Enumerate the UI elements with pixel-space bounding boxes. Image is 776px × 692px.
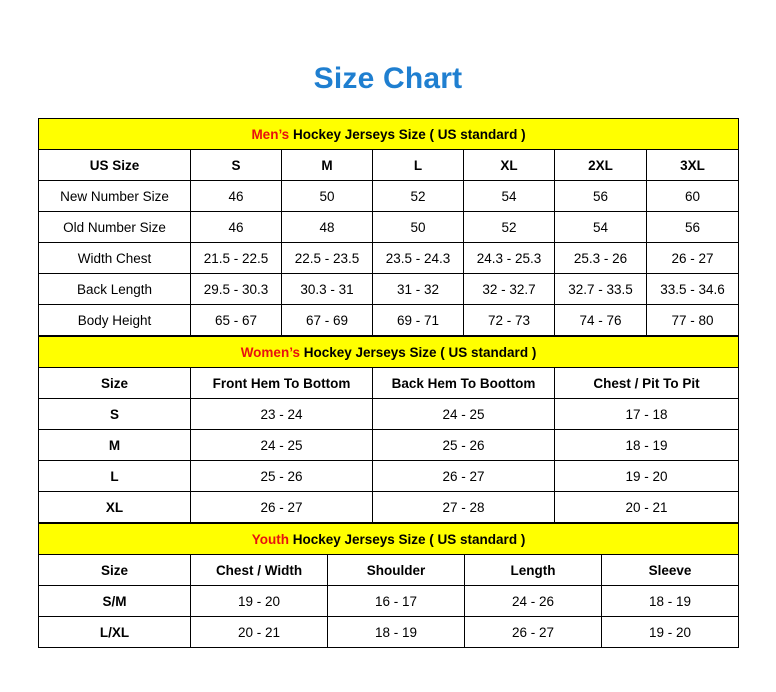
mens-row-0-val-2: 52 [373, 181, 464, 212]
mens-size-table [38, 118, 739, 336]
mens-row-2-val-4: 25.3 - 26 [555, 243, 647, 274]
womens-row-3-val-1: 27 - 28 [373, 492, 555, 523]
mens-row-3-val-4: 32.7 - 33.5 [555, 274, 647, 305]
mens-row-0-val-0: 46 [191, 181, 282, 212]
womens-row-2-val-0: 25 - 26 [191, 461, 373, 492]
mens-row-1-val-3: 52 [464, 212, 555, 243]
mens-row-2-val-2: 23.5 - 24.3 [373, 243, 464, 274]
table-row [39, 430, 739, 461]
mens-row-3-label: Back Length [39, 274, 191, 305]
womens-col-3: Chest / Pit To Pit [555, 368, 739, 399]
youth-row-1-val-3: 19 - 20 [602, 617, 739, 648]
table-row [39, 461, 739, 492]
womens-heading-highlight: Women’s [240, 344, 300, 360]
youth-row-0-val-0: 19 - 20 [191, 586, 328, 617]
table-row [39, 305, 739, 336]
womens-row-3-val-2: 20 - 21 [555, 492, 739, 523]
table-header-row [39, 150, 739, 181]
mens-row-0-val-5: 60 [647, 181, 739, 212]
womens-row-1-val-1: 25 - 26 [373, 430, 555, 461]
mens-row-3-val-0: 29.5 - 30.3 [191, 274, 282, 305]
womens-row-2-val-2: 19 - 20 [555, 461, 739, 492]
table-section-header-row [39, 524, 739, 555]
mens-col-1: S [191, 150, 282, 181]
table-row [39, 617, 739, 648]
womens-row-2-val-1: 26 - 27 [373, 461, 555, 492]
mens-row-0-val-1: 50 [282, 181, 373, 212]
table-row [39, 274, 739, 305]
mens-col-0: US Size [39, 150, 191, 181]
mens-row-2-val-0: 21.5 - 22.5 [191, 243, 282, 274]
mens-row-4-val-4: 74 - 76 [555, 305, 647, 336]
youth-col-1: Chest / Width [191, 555, 328, 586]
table-row [39, 243, 739, 274]
womens-size-table [38, 336, 739, 523]
mens-col-2: M [282, 150, 373, 181]
mens-row-2-val-3: 24.3 - 25.3 [464, 243, 555, 274]
mens-row-2-val-1: 22.5 - 23.5 [282, 243, 373, 274]
womens-section-heading [39, 337, 739, 368]
mens-row-0-val-3: 54 [464, 181, 555, 212]
table-header-row [39, 368, 739, 399]
youth-col-0: Size [39, 555, 191, 586]
womens-row-0-val-2: 17 - 18 [555, 399, 739, 430]
womens-row-3-val-0: 26 - 27 [191, 492, 373, 523]
youth-row-0-val-1: 16 - 17 [328, 586, 465, 617]
mens-row-1-val-1: 48 [282, 212, 373, 243]
youth-heading-highlight: Youth [251, 531, 289, 547]
womens-col-1: Front Hem To Bottom [191, 368, 373, 399]
mens-row-1-val-2: 50 [373, 212, 464, 243]
table-section-header-row [39, 337, 739, 368]
mens-row-1-val-4: 54 [555, 212, 647, 243]
womens-row-0-label: S [39, 399, 191, 430]
mens-section-heading [39, 119, 739, 150]
mens-row-4-val-2: 69 - 71 [373, 305, 464, 336]
table-section-header-row [39, 119, 739, 150]
youth-row-0-val-3: 18 - 19 [602, 586, 739, 617]
youth-row-1-val-2: 26 - 27 [465, 617, 602, 648]
womens-col-0: Size [39, 368, 191, 399]
mens-row-3-val-5: 33.5 - 34.6 [647, 274, 739, 305]
mens-row-4-label: Body Height [39, 305, 191, 336]
mens-row-3-val-2: 31 - 32 [373, 274, 464, 305]
youth-row-0-val-2: 24 - 26 [465, 586, 602, 617]
mens-row-4-val-5: 77 - 80 [647, 305, 739, 336]
mens-row-0-label: New Number Size [39, 181, 191, 212]
womens-row-1-label: M [39, 430, 191, 461]
youth-row-1-val-1: 18 - 19 [328, 617, 465, 648]
mens-col-3: L [373, 150, 464, 181]
youth-row-0-label: S/M [39, 586, 191, 617]
table-row [39, 586, 739, 617]
mens-row-2-label: Width Chest [39, 243, 191, 274]
mens-row-1-val-5: 56 [647, 212, 739, 243]
mens-row-1-label: Old Number Size [39, 212, 191, 243]
mens-col-5: 2XL [555, 150, 647, 181]
table-row [39, 492, 739, 523]
womens-heading-rest: Hockey Jerseys Size ( US standard ) [299, 344, 537, 360]
mens-row-4-val-0: 65 - 67 [191, 305, 282, 336]
youth-col-3: Length [465, 555, 602, 586]
youth-row-1-label: L/XL [39, 617, 191, 648]
mens-heading-highlight: Men’s [251, 126, 290, 142]
womens-row-0-val-0: 23 - 24 [191, 399, 373, 430]
womens-row-1-val-0: 24 - 25 [191, 430, 373, 461]
mens-col-6: 3XL [647, 150, 739, 181]
mens-row-4-val-1: 67 - 69 [282, 305, 373, 336]
youth-col-2: Shoulder [328, 555, 465, 586]
womens-row-3-label: XL [39, 492, 191, 523]
table-row [39, 181, 739, 212]
page-title: Size Chart [313, 62, 463, 95]
youth-section-heading [39, 524, 739, 555]
youth-size-table [38, 523, 739, 648]
table-row [39, 399, 739, 430]
youth-heading-rest: Hockey Jerseys Size ( US standard ) [288, 531, 526, 547]
mens-row-2-val-5: 26 - 27 [647, 243, 739, 274]
table-row [39, 212, 739, 243]
womens-col-2: Back Hem To Boottom [373, 368, 555, 399]
mens-row-3-val-1: 30.3 - 31 [282, 274, 373, 305]
youth-col-4: Sleeve [602, 555, 739, 586]
womens-row-1-val-2: 18 - 19 [555, 430, 739, 461]
mens-row-3-val-3: 32 - 32.7 [464, 274, 555, 305]
youth-row-1-val-0: 20 - 21 [191, 617, 328, 648]
mens-row-1-val-0: 46 [191, 212, 282, 243]
mens-row-4-val-3: 72 - 73 [464, 305, 555, 336]
mens-col-4: XL [464, 150, 555, 181]
mens-row-0-val-4: 56 [555, 181, 647, 212]
womens-row-0-val-1: 24 - 25 [373, 399, 555, 430]
size-chart-container [38, 118, 738, 648]
table-header-row [39, 555, 739, 586]
womens-row-2-label: L [39, 461, 191, 492]
mens-heading-rest: Hockey Jerseys Size ( US standard ) [289, 126, 526, 142]
